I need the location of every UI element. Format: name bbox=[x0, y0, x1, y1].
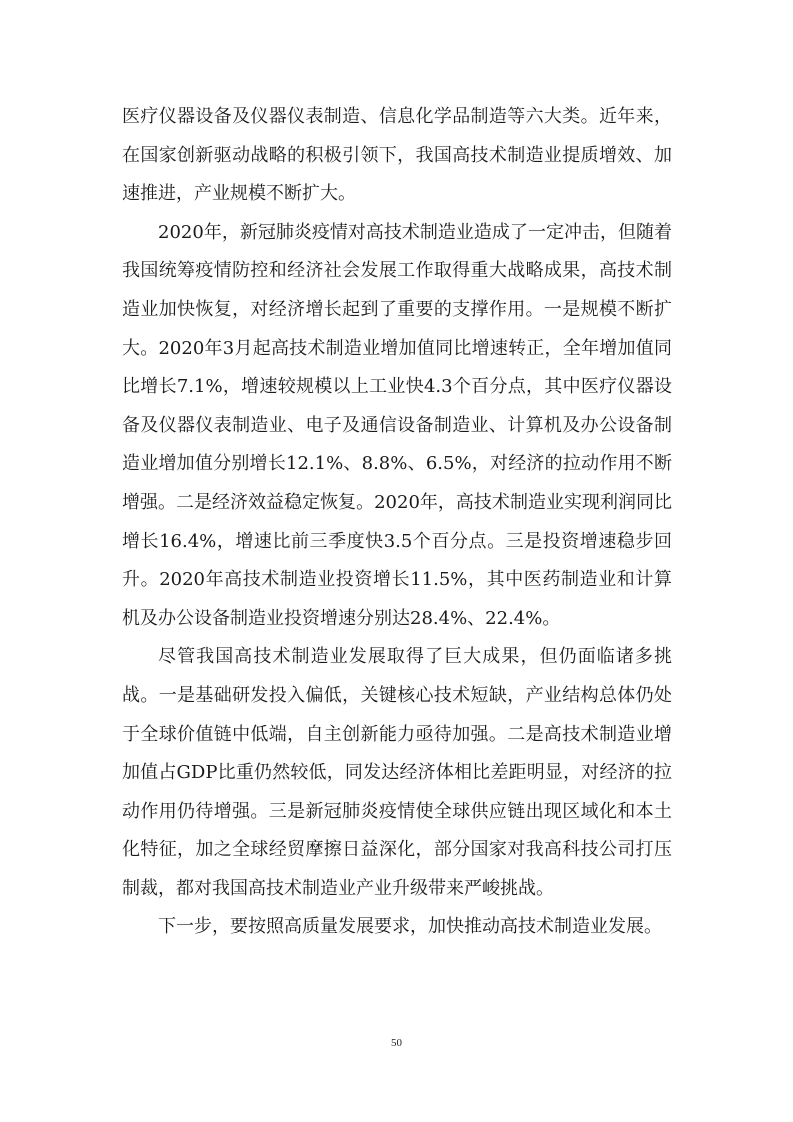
paragraph-next-steps: 下一步，要按照高质量发展要求，加快推动高技术制造业发展。 bbox=[158, 916, 662, 938]
paragraph-challenges: 尽管我国高技术制造业发展取得了巨大成果，但仍面临诸多挑战。一是基础研发投入偏低，关键核心技术短缺，产业结构总体仍处于全球价值链中低端，自主创新能力亟待加强。二是高技术制造业增加值占GDP比重仍然较低，同发达经济体相比差距明显，对经济的拉动作用仍待增强。三是新冠肺炎疫情使全球供应链出现区域化和本土化特征，加之全球经贸摩擦日益深化，部分国家对我高科技公司打压制裁，都对我国高技术制造业产业升级带来严峻挑战。 bbox=[122, 646, 672, 899]
body-text bbox=[122, 98, 672, 947]
paragraph-covid-impact: 2020年，新冠肺炎疫情对高技术制造业造成了一定冲击，但随着我国统筹疫情防控和经济社会发展工作取得重大战略成果，高技术制造业加快恢复，对经济增长起到了重要的支撑作用。一是规模不断扩大。2020年3月起高技术制造业增加值同比增速转正，全年增加值同比增长7.1%，增速较规模以上工业快4.3个百分点，其中医疗仪器设备及仪器仪表制造业、电子及通信设备制造业、计算机及办公设备制造业增加值分别增长12.1%、8.8%、6.5%，对经济的拉动作用不断增强。二是经济效益稳定恢复。2020年，高技术制造业实现利润同比增长16.4%，增速比前三季度快3.5个百分点。三是投资增速稳步回升。2020年高技术制造业投资增长11.5%，其中医药制造业和计算机及办公设备制造业投资增速分别达28.4%、22.4%。 bbox=[122, 221, 672, 629]
paragraph-continuation: 医疗仪器设备及仪器仪表制造、信息化学品制造等六大类。近年来，在国家创新驱动战略的积极引领下，我国高技术制造业提质增效、加速推进，产业规模不断扩大。 bbox=[122, 106, 672, 205]
page-number: 50 bbox=[391, 1037, 402, 1049]
